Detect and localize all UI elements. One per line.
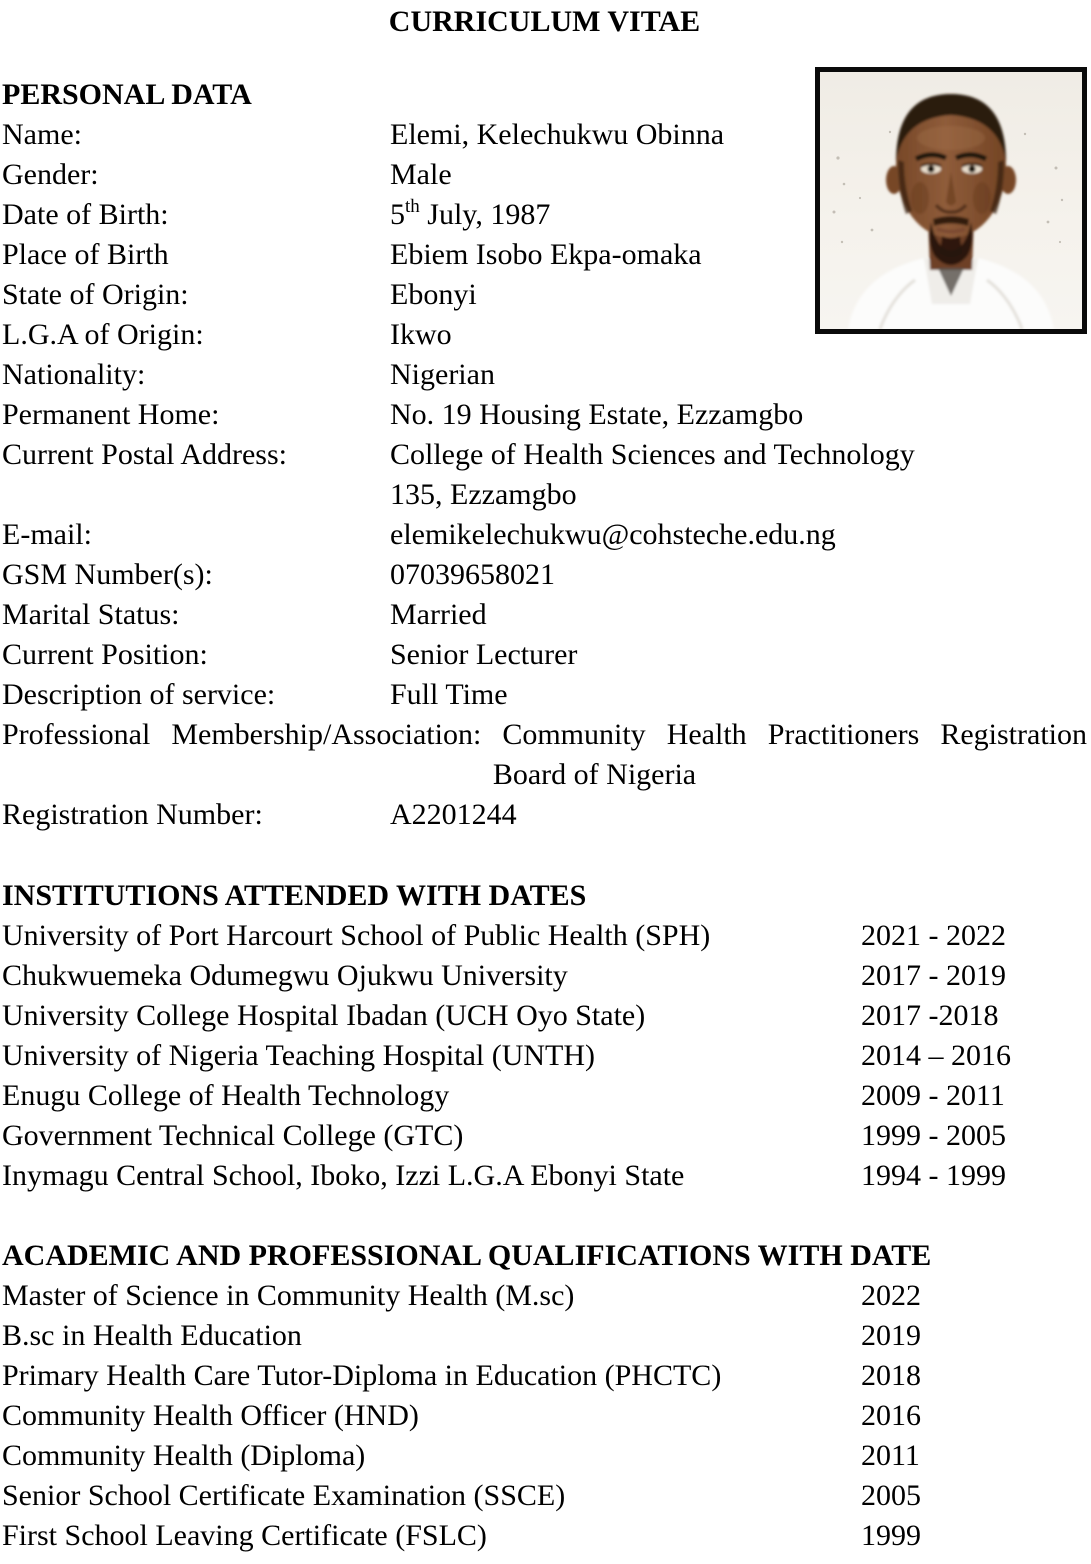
institution-name: Enugu College of Health Technology <box>2 1079 450 1112</box>
institution-row <box>2 1036 1087 1076</box>
field-value: A2201244 <box>390 798 517 831</box>
personal-field-row <box>2 515 1087 555</box>
personal-field-row <box>2 235 1087 275</box>
field-label: Date of Birth: <box>2 198 169 231</box>
personal-field-row <box>2 315 1087 355</box>
field-value: Ebonyi <box>390 278 477 311</box>
field-value: Senior Lecturer <box>390 638 578 671</box>
spacer <box>2 1196 1087 1236</box>
institution-row <box>2 996 1087 1036</box>
institution-dates: 2014 – 2016 <box>861 1039 1011 1072</box>
personal-field-row <box>2 595 1087 635</box>
field-label: State of Origin: <box>2 278 189 311</box>
field-label: Permanent Home: <box>2 398 220 431</box>
field-value: 5th July, 1987 <box>390 196 551 231</box>
personal-data-section <box>2 115 1087 835</box>
personal-data-heading: PERSONAL DATA <box>2 78 252 111</box>
institution-name: University of Nigeria Teaching Hospital (UNTH) <box>2 1039 596 1072</box>
qualification-row <box>2 1476 1087 1516</box>
membership-row: Professional Membership/Association: Community Health Practitioners Registration <box>2 718 1087 751</box>
ordinal-suffix: th <box>405 196 420 217</box>
field-value: elemikelechukwu@cohsteche.edu.ng <box>390 518 836 551</box>
institution-row <box>2 1116 1087 1156</box>
institutions-heading: INSTITUTIONS ATTENDED WITH DATES <box>2 879 587 912</box>
field-value: College of Health Sciences and Technology <box>390 438 915 471</box>
document-title: CURRICULUM VITAE <box>388 5 701 38</box>
field-label: Nationality: <box>2 358 146 391</box>
personal-field-row <box>2 195 1087 235</box>
institution-dates: 1999 - 2005 <box>861 1119 1006 1152</box>
qualification-row <box>2 1436 1087 1476</box>
qualification-row <box>2 1396 1087 1436</box>
membership-continuation: Board of Nigeria <box>492 758 697 791</box>
personal-field-row <box>2 275 1087 315</box>
qualification-year: 2016 <box>861 1399 921 1432</box>
personal-field-row <box>2 675 1087 715</box>
institution-dates: 2009 - 2011 <box>861 1079 1005 1112</box>
institution-name: University of Port Harcourt School of Public Health (SPH) <box>2 919 711 952</box>
field-label: Place of Birth <box>2 238 169 271</box>
institution-dates: 2017 -2018 <box>861 999 999 1032</box>
institution-row <box>2 916 1087 956</box>
institution-row <box>2 956 1087 996</box>
qualification-row <box>2 1276 1087 1316</box>
spacer <box>2 835 1087 876</box>
institution-dates: 2017 - 2019 <box>861 959 1006 992</box>
personal-field-row <box>2 555 1087 595</box>
qualification-year: 2022 <box>861 1279 921 1312</box>
qualification-name: First School Leaving Certificate (FSLC) <box>2 1519 487 1552</box>
institutions-section <box>2 916 1087 1196</box>
personal-field-row <box>2 355 1087 395</box>
qualification-year: 2005 <box>861 1479 921 1512</box>
personal-field-row <box>2 435 1087 475</box>
field-value: Male <box>390 158 452 191</box>
qualifications-section <box>2 1276 1087 1556</box>
field-label: L.G.A of Origin: <box>2 318 204 351</box>
institution-dates: 2021 - 2022 <box>861 919 1006 952</box>
qualification-name: B.sc in Health Education <box>2 1319 302 1352</box>
field-label: Registration Number: <box>2 798 263 831</box>
qualifications-heading: ACADEMIC AND PROFESSIONAL QUALIFICATIONS WITH DATE <box>2 1239 932 1272</box>
field-value: 135, Ezzamgbo <box>390 478 577 511</box>
personal-field-row <box>2 155 1087 195</box>
qualification-name: Master of Science in Community Health (M.sc) <box>2 1279 575 1312</box>
field-value: Full Time <box>390 678 508 711</box>
field-value: 07039658021 <box>390 558 555 591</box>
field-value: Ebiem Isobo Ekpa-omaka <box>390 238 702 271</box>
field-value: Married <box>390 598 487 631</box>
qualification-name: Senior School Certificate Examination (SSCE) <box>2 1479 566 1512</box>
institution-row <box>2 1156 1087 1196</box>
personal-field-row <box>2 395 1087 435</box>
field-label: Description of service: <box>2 678 276 711</box>
field-label: E-mail: <box>2 518 92 551</box>
qualification-row <box>2 1516 1087 1556</box>
field-value: Ikwo <box>390 318 452 351</box>
personal-field-row <box>2 115 1087 155</box>
qualification-year: 2011 <box>861 1439 920 1472</box>
field-label: Marital Status: <box>2 598 180 631</box>
institution-name: Chukwuemeka Odumegwu Ojukwu University <box>2 959 568 992</box>
field-value: Nigerian <box>390 358 495 391</box>
qualification-row <box>2 1316 1087 1356</box>
personal-field-row <box>2 635 1087 675</box>
qualification-year: 1999 <box>861 1519 921 1552</box>
institution-name: University College Hospital Ibadan (UCH Oyo State) <box>2 999 646 1032</box>
personal-field-row <box>2 475 1087 515</box>
field-label: Name: <box>2 118 82 151</box>
qualification-year: 2018 <box>861 1359 921 1392</box>
qualification-year: 2019 <box>861 1319 921 1352</box>
qualification-name: Community Health Officer (HND) <box>2 1399 419 1432</box>
institution-row <box>2 1076 1087 1116</box>
institution-name: Government Technical College (GTC) <box>2 1119 464 1152</box>
field-label: Current Postal Address: <box>2 438 287 471</box>
personal-field-row <box>2 795 1087 835</box>
institution-dates: 1994 - 1999 <box>861 1159 1006 1192</box>
field-value: No. 19 Housing Estate, Ezzamgbo <box>390 398 804 431</box>
qualification-name: Primary Health Care Tutor-Diploma in Education (PHCTC) <box>2 1359 722 1392</box>
qualification-name: Community Health (Diploma) <box>2 1439 366 1472</box>
field-value: Elemi, Kelechukwu Obinna <box>390 118 725 151</box>
qualification-row <box>2 1356 1087 1396</box>
field-label: GSM Number(s): <box>2 558 213 591</box>
field-label: Current Position: <box>2 638 208 671</box>
field-label: Gender: <box>2 158 99 191</box>
institution-name: Inymagu Central School, Iboko, Izzi L.G.A Ebonyi State <box>2 1159 685 1192</box>
